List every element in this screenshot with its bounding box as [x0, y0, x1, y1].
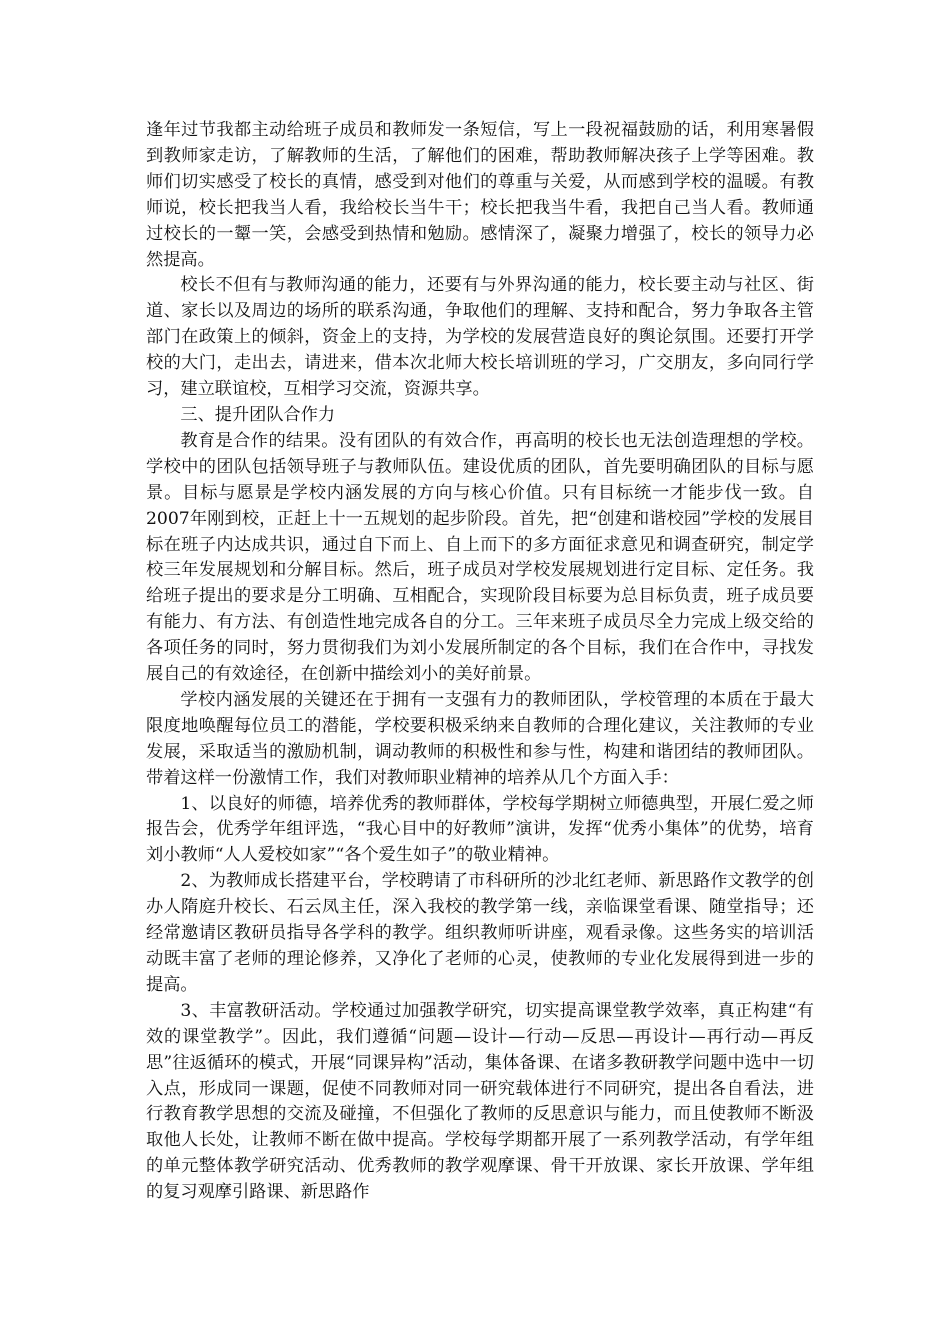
- paragraph-continuation: 逢年过节我都主动给班子成员和教师发一条短信，写上一段祝福鼓励的话，利用寒暑假到教师家走访，了解教师的生活，了解他们的困难，帮助教师解决孩子上学等困难。教师们切实感受了校长的真情，感受到对他们的尊重与关爱，从而感到学校的温暖。有教师说，校长把我当人看，我给校长当牛干；校长把我当牛看，我把自己当人看。教师通过校长的一颦一笑，会感受到热情和勉励。感情深了，凝聚力增强了，校长的领导力必然提高。: [146, 120, 814, 270]
- list-item-growth-platform: 2、为教师成长搭建平台，学校聘请了市科研所的沙北红老师、新思路作文教学的创办人隋庭升校长、石云凤主任，深入我校的教学第一线，亲临课堂看课、随堂指导；还经常邀请区教研员指导各学科的教学。组织教师听讲座，观看录像。这些务实的培训活动既丰富了老师的理论修养，又净化了老师的心灵，使教师的专业化发展得到进一步的提高。: [146, 871, 814, 995]
- document-body: [146, 118, 814, 1206]
- paragraph-teacher-team: 学校内涵发展的关键还在于拥有一支强有力的教师团队，学校管理的本质在于最大限度地唤醒每位员工的潜能，学校要积极采纳来自教师的合理化建议，关注教师的专业发展，采取适当的激励机制，调动教师的积极性和参与性，构建和谐团结的教师团队。带着这样一份激情工作，我们对教师职业精神的培养从几个方面入手：: [146, 689, 814, 788]
- section-heading-team-cooperation: 三、提升团队合作力: [180, 404, 336, 425]
- list-item-ethics: 1、以良好的师德，培养优秀的教师群体，学校每学期树立师德典型，开展仁爱之师报告会，优秀学年组评选，“我心目中的好教师”演讲，发挥“优秀小集体”的优势，培育刘小教师“人人爱校如家”“各个爱生如子”的敬业精神。: [146, 793, 814, 866]
- paragraph-education-cooperation: 教育是合作的结果。没有团队的有效合作，再高明的校长也无法创造理想的学校。学校中的团队包括领导班子与教师队伍。建设优质的团队，首先要明确团队的目标与愿景。目标与愿景是学校内涵发展的方向与核心价值。只有目标统一才能步伐一致。自2007年刚到校，正赶上十一五规划的起步阶段。首先，把“创建和谐校园”学校的发展目标在班子内达成共识，通过自下而上、自上而下的多方面征求意见和调查研究，制定学校三年发展规划和分解目标。然后，班子成员对学校发展规划进行定目标、定任务。我给班子提出的要求是分工明确、互相配合，实现阶段目标要为总目标负责，班子成员要有能力、有方法、有创造性地完成各自的分工。三年来班子成员尽全力完成上级交给的各项任务的同时，努力贯彻我们为刘小发展所制定的各个目标，我们在合作中，寻找发展自己的有效途径，在创新中描绘刘小的美好前景。: [146, 430, 814, 685]
- list-item-teaching-research: 3、丰富教研活动。学校通过加强教学研究，切实提高课堂教学效率，真正构建“有效的课堂教学”。因此，我们遵循“问题—设计—行动—反思—再设计—再行动—再反思”往返循环的模式，开展“同课异构”活动，集体备课、在诸多教研教学问题中选中一切入点，形成同一课题，促使不同教师对同一研究载体进行不同研究，提出各自看法，进行教育教学思想的交流及碰撞，不但强化了教师的反思意识与能力，而且使教师不断汲取他人长处，让教师不断在做中提高。学校每学期都开展了一系列教学活动，有学年组的单元整体教学研究活动、优秀教师的教学观摩课、骨干开放课、家长开放课、学年组的复习观摩引路课、新思路作: [146, 1000, 814, 1203]
- paragraph-external-communication: 校长不但有与教师沟通的能力，还要有与外界沟通的能力，校长要主动与社区、街道、家长以及周边的场所的联系沟通，争取他们的理解、支持和配合，努力争取各主管部门在政策上的倾斜，资金上的支持，为学校的发展营造良好的舆论氛围。还要打开学校的大门，走出去，请进来，借本次北师大校长培训班的学习，广交朋友，多向同行学习，建立联谊校，互相学习交流，资源共享。: [146, 275, 814, 400]
